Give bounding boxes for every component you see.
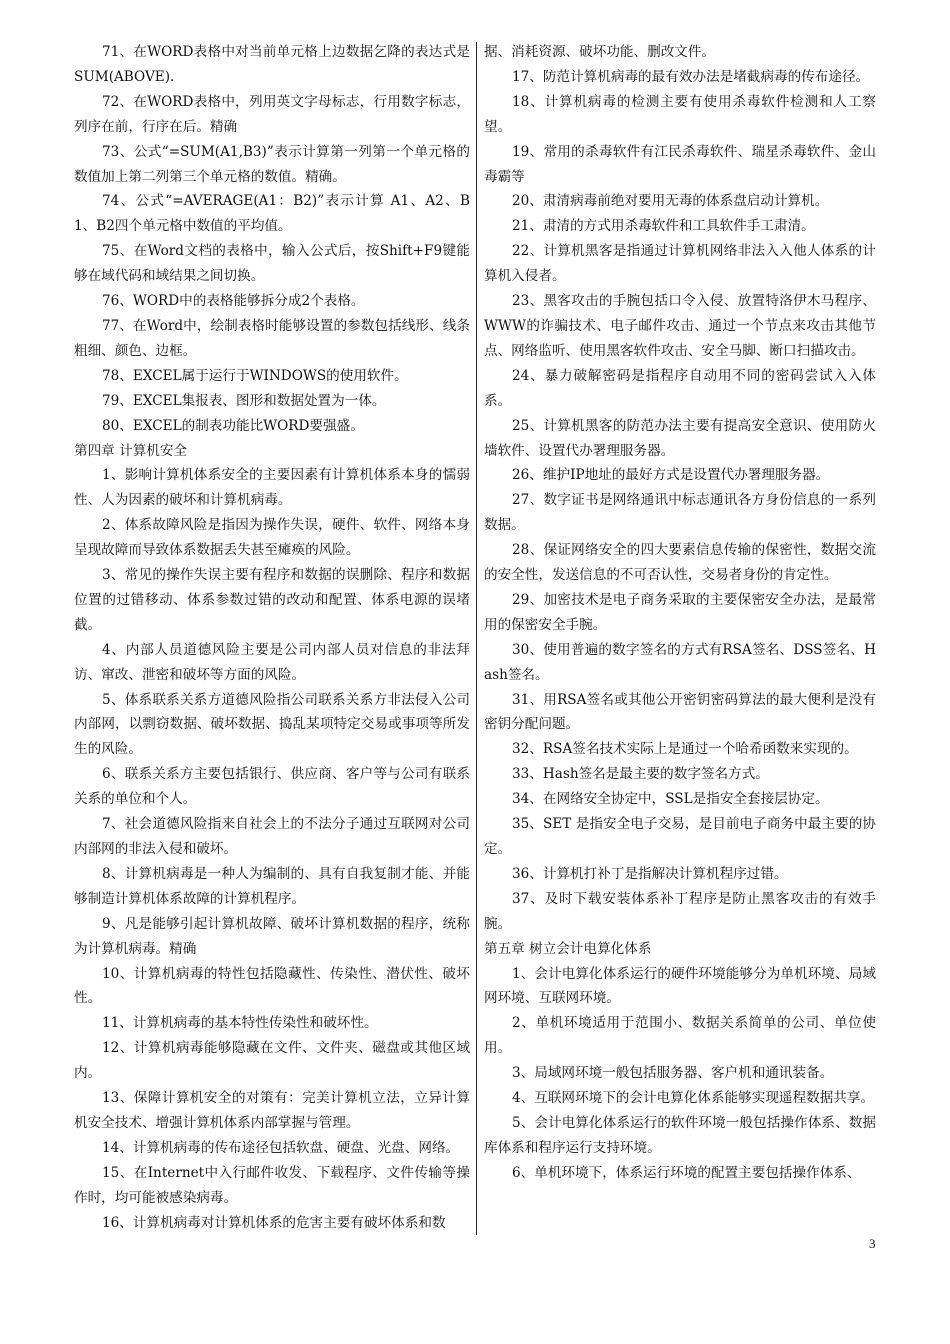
numbered-paragraph: 1、影响计算机体系安全的主要因素有计算机体系本身的懦弱性、人为因素的破坏和计算机病毒。 — [74, 467, 470, 509]
numbered-paragraph: 4、内部人员道德风险主要是公司内部人员对信息的非法拜访、窜改、泄密和破坏等方面的风险。 — [74, 641, 470, 683]
numbered-paragraph: 14、计算机病毒的传布途径包括软盘、硬盘、光盘、网络。 — [102, 1139, 460, 1156]
column-divider — [476, 42, 477, 1235]
numbered-paragraph: 20、肃清病毒前绝对要用无毒的体系盘启动计算机。 — [512, 193, 829, 210]
numbered-paragraph: 77、在Word中，绘制表格时能够设置的参数包括线形、线条粗细、颜色、边框。 — [74, 317, 470, 359]
numbered-paragraph: 37、及时下载安装体系补丁程序是防止黑客攻击的有效手腕。 — [484, 890, 876, 932]
chapter-heading: 第四章 计算机安全 — [74, 442, 188, 459]
numbered-paragraph: 79、EXCEL集报表、图形和数据处置为一体。 — [102, 392, 386, 409]
numbered-paragraph: 2、体系故障风险是指因为操作失误，硬件、软件、网络本身呈现故障而导致体系数据丢失甚至瘫痪的风险。 — [74, 517, 470, 559]
numbered-paragraph: 9、凡是能够引起计算机故障、破坏计算机数据的程序，统称为计算机病毒。精确 — [74, 915, 470, 957]
numbered-paragraph: 28、保证网络安全的四大要素信息传输的保密性，数据交流的安全性，发送信息的不可否认性，交易者身份的肯定性。 — [484, 542, 876, 584]
numbered-paragraph: 27、数字证书是网络通讯中标志通讯各方身份信息的一系列数据。 — [484, 492, 876, 534]
numbered-paragraph: 78、EXCEL属于运行于WINDOWS的使用软件。 — [102, 367, 408, 384]
numbered-paragraph: 29、加密技术是电子商务采取的主要保密安全办法，是最常用的保密安全手腕。 — [484, 591, 876, 633]
numbered-paragraph: 6、单机环境下，体系运行环境的配置主要包括操作体系、 — [512, 1164, 861, 1181]
numbered-paragraph: 35、SET 是指安全电子交易，是目前电子商务中最主要的协定。 — [484, 816, 876, 857]
numbered-paragraph: 5、会计电算化体系运行的软件环境一般包括操作体系、数据库体系和程序运行支持环境。 — [484, 1114, 876, 1156]
paragraph-continuation: 据、消耗资源、破坏功能、删改文件。 — [484, 44, 716, 60]
numbered-paragraph: 16、计算机病毒对计算机体系的危害主要有破坏体系和数 — [102, 1214, 446, 1231]
numbered-paragraph: 22、计算机黑客是指通过计算机网络非法入入他人体系的计算机入侵者。 — [484, 243, 876, 285]
numbered-paragraph: 2、单机环境适用于范围小、数据关系简单的公司、单位使用。 — [484, 1015, 876, 1057]
numbered-paragraph: 11、计算机病毒的基本特性传染性和破坏性。 — [102, 1015, 378, 1032]
numbered-paragraph: 10、计算机病毒的特性包括隐藏性、传染性、潜伏性、破坏性。 — [74, 965, 470, 1007]
numbered-paragraph: 71、在WORD表格中对当前单元格上边数据乞降的表达式是SUM(ABOVE). — [74, 44, 470, 85]
numbered-paragraph: 76、WORD中的表格能够拆分成2个表格。 — [102, 293, 365, 310]
numbered-paragraph: 3、局域网环境一般包括服务器、客户机和通讯装备。 — [512, 1065, 834, 1082]
numbered-paragraph: 74、公式“=AVERAGE(A1：B2)”表示计算 A1、A2、B1、B2四个单元格中数值的平均值。 — [74, 193, 470, 235]
numbered-paragraph: 33、Hash签名是最主要的数字签名方式。 — [512, 766, 769, 783]
numbered-paragraph: 12、计算机病毒能够隐藏在文件、文件夹、磁盘或其他区域内。 — [74, 1040, 470, 1082]
numbered-paragraph: 3、常见的操作失误主要有程序和数据的误删除、程序和数据位置的过错移动、体系参数过错的改动和配置、体系电源的误堵截。 — [74, 567, 470, 633]
numbered-paragraph: 6、联系关系方主要包括银行、供应商、客户等与公司有联系关系的单位和个人。 — [74, 766, 470, 808]
numbered-paragraph: 13、保障计算机安全的对策有：完美计算机立法，立异计算机安全技术、增强计算机体系内部掌握与管理。 — [74, 1090, 470, 1131]
numbered-paragraph: 31、用RSA签名或其他公开密钥密码算法的最大便利是没有密钥分配问题。 — [484, 691, 876, 733]
numbered-paragraph: 32、RSA签名技术实际上是通过一个哈希函数来实现的。 — [512, 741, 858, 758]
numbered-paragraph: 24、暴力破解密码是指程序自动用不同的密码尝试入入体系。 — [484, 367, 876, 409]
numbered-paragraph: 19、常用的杀毒软件有江民杀毒软件、瑞星杀毒软件、金山毒霸等 — [484, 143, 876, 185]
numbered-paragraph: 26、维护IP地址的最好方式是设置代办署理服务器。 — [512, 467, 830, 484]
page-number: 3 — [869, 1236, 876, 1251]
chapter-heading: 第五章 树立会计电算化体系 — [484, 940, 652, 957]
numbered-paragraph: 7、社会道德风险指来自社会上的不法分子通过互联网对公司内部网的非法入侵和破坏。 — [74, 816, 470, 857]
numbered-paragraph: 21、肃清的方式用杀毒软件和工具软件手工肃清。 — [512, 218, 815, 235]
numbered-paragraph: 1、会计电算化体系运行的硬件环境能够分为单机环境、局域网环境、互联网环境。 — [484, 965, 876, 1007]
numbered-paragraph: 17、防范计算机病毒的最有效办法是堵截病毒的传布途径。 — [512, 68, 870, 85]
numbered-paragraph: 34、在网络安全协定中，SSL是指安全套接层协定。 — [512, 791, 829, 808]
left-column — [74, 40, 470, 1236]
numbered-paragraph: 4、互联网环境下的会计电算化体系能够实现遥程数据共享。 — [512, 1090, 875, 1107]
numbered-paragraph: 80、EXCEL的制表功能比WORD要强盛。 — [102, 417, 364, 434]
numbered-paragraph: 5、体系联系关系方道德风险指公司联系关系方非法侵入公司内部网，以剽窃数据、破坏数据、捣乱某项特定交易或事项等所发生的风险。 — [74, 691, 470, 758]
numbered-paragraph: 75、在Word文档的表格中，输入公式后，按Shift+F9键能够在域代码和域结果之间切换。 — [74, 243, 470, 285]
numbered-paragraph: 30、使用普遍的数字签名的方式有RSA签名、DSS签名、Hash签名。 — [484, 641, 876, 683]
numbered-paragraph: 72、在WORD表格中，列用英文字母标志，行用数字标志，列序在前，行序在后。精确 — [74, 93, 470, 135]
numbered-paragraph: 15、在Internet中入行邮件收发、下载程序、文件传输等操作时，均可能被感染病毒。 — [74, 1164, 470, 1206]
numbered-paragraph: 36、计算机打补丁是指解决计算机程序过错。 — [512, 865, 788, 882]
numbered-paragraph: 23、黑客攻击的手腕包括口令入侵、放置特洛伊木马程序、WWW的诈骗技术、电子邮件攻击、通过一个节点来攻击其他节点、网络监听、使用黑客软件攻击、安全马脚、断口扫描攻击。 — [484, 293, 876, 359]
numbered-paragraph: 73、公式“=SUM(A1,B3)”表示计算第一列第一个单元格的数值加上第二列第三个单元格的数值。精确。 — [74, 143, 470, 185]
numbered-paragraph: 25、计算机黑客的防范办法主要有提高安全意识、使用防火墙软件、设置代办署理服务器。 — [484, 417, 876, 459]
numbered-paragraph: 18、计算机病毒的检测主要有使用杀毒软件检测和人工察望。 — [484, 93, 876, 135]
right-column — [484, 40, 876, 1186]
numbered-paragraph: 8、计算机病毒是一种人为编制的、具有自我复制才能、并能够制造计算机体系故障的计算机程序。 — [74, 865, 470, 907]
